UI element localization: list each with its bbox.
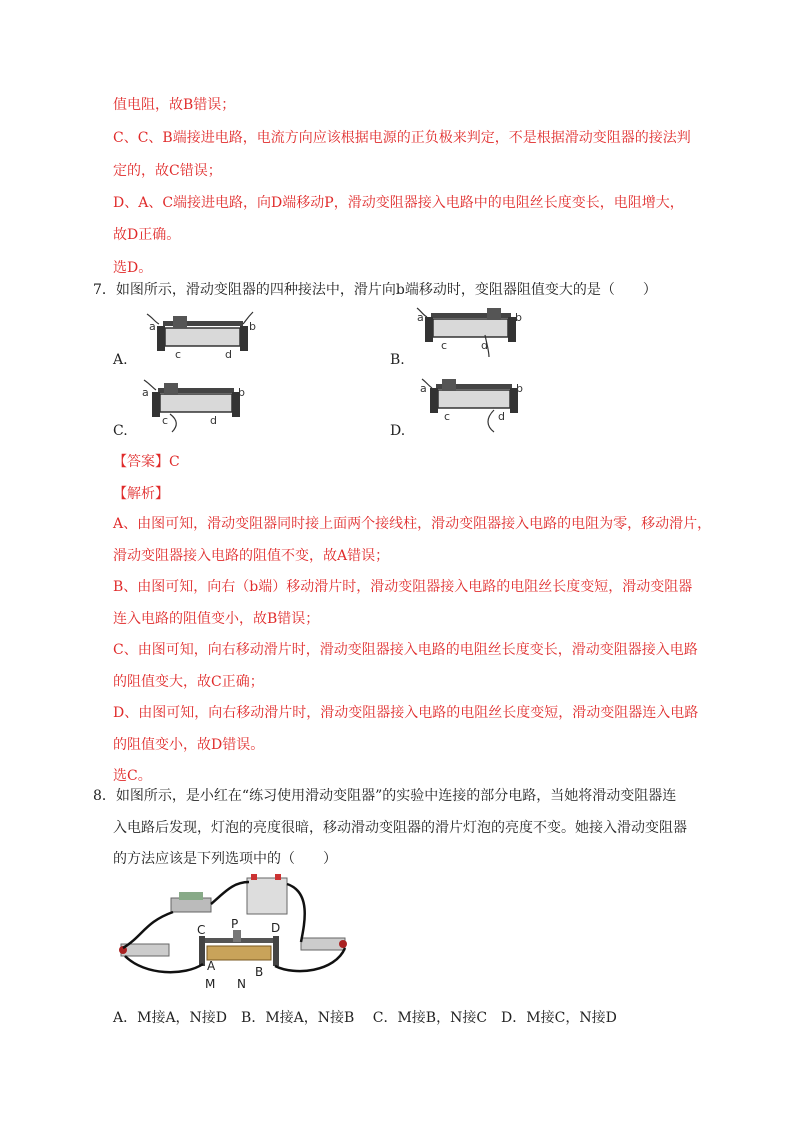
answer-line: 【答案】C [113, 454, 180, 470]
terminal-a: a [420, 382, 427, 395]
label-b: B [255, 965, 264, 979]
prev-analysis-line: 值电阻，故B错误； [113, 97, 236, 113]
prev-analysis-line: C、C、B端接进电路，电流方向应该根据电源的正负极来判定，不是根据滑动变阻器的接法判 [113, 130, 691, 146]
label-c: C [197, 923, 206, 937]
rheostat-figure-a [145, 308, 265, 363]
label-d: D [271, 921, 281, 935]
analysis-line: A、由图可知，滑动变阻器同时接上面两个接线柱，滑动变阻器接入电路的电阻为零，移动滑片， [113, 516, 712, 532]
analysis-line: 选C。 [113, 768, 152, 784]
label-p: P [231, 917, 239, 931]
rheostat-figure-c [140, 378, 250, 433]
prev-analysis-line: 定的，故C错误； [113, 163, 222, 179]
terminal-d: d [225, 348, 232, 361]
question-8-choices: A．M接A，N接D B．M接A，N接B C．M接B，N接C D．M接C，N接D [113, 1010, 617, 1026]
rheostat-figure-b [415, 305, 525, 360]
rheostat-figure-d [420, 376, 530, 434]
prev-analysis-line: 故D正确。 [113, 227, 181, 243]
terminal-d: d [498, 410, 505, 423]
terminal-c: c [444, 410, 451, 423]
label-m: M [205, 977, 216, 991]
analysis-line: D、由图可知，向右移动滑片时，滑动变阻器接入电路的电阻丝长度变短，滑动变阻器连入电路 [113, 705, 699, 721]
analysis-line: 滑动变阻器接入电路的阻值不变，故A错误； [113, 548, 390, 564]
terminal-b: b [516, 382, 523, 395]
terminal-c: c [175, 348, 182, 361]
terminal-b: b [238, 386, 245, 399]
question-7-stem: 7．如图所示，滑动变阻器的四种接法中，滑片向b端移动时，变阻器阻值变大的是（ ） [93, 282, 657, 298]
option-a-label: A. [113, 352, 128, 368]
terminal-d: d [210, 414, 217, 427]
option-c-label: C. [113, 423, 128, 439]
option-b-label: B. [390, 352, 405, 368]
terminal-a: a [417, 311, 424, 324]
option-d-label: D. [390, 423, 406, 439]
prev-analysis-line: 选D。 [113, 260, 153, 276]
terminal-a: a [149, 320, 156, 333]
analysis-line: 的阻值变小，故D错误。 [113, 737, 265, 753]
terminal-b: b [515, 311, 522, 324]
circuit-figure [115, 872, 355, 992]
prev-analysis-line: D、A、C端接进电路，向D端移动P，滑动变阻器接入电路中的电阻丝长度变长，电阻增大， [113, 195, 684, 211]
terminal-b: b [249, 320, 256, 333]
question-8-stem-line: 的方法应该是下列选项中的（ ） [113, 851, 337, 867]
terminal-c: c [441, 339, 448, 352]
analysis-line: 连入电路的阻值变小，故B错误； [113, 611, 320, 627]
question-8-stem-line: 入电路后发现，灯泡的亮度很暗，移动滑动变阻器的滑片灯泡的亮度不变。她接入滑动变阻器 [113, 820, 687, 836]
terminal-d: d [481, 339, 488, 352]
analysis-line: C、由图可知，向右移动滑片时，滑动变阻器接入电路的电阻丝长度变长，滑动变阻器接入电路 [113, 642, 698, 658]
label-a: A [207, 959, 216, 973]
analysis-line: B、由图可知，向右（b端）移动滑片时，滑动变阻器接入电路的电阻丝长度变短，滑动变阻器 [113, 579, 693, 595]
analysis-line: 的阻值变大，故C正确； [113, 674, 264, 690]
label-n: N [237, 977, 246, 991]
terminal-c: c [162, 414, 169, 427]
analysis-title: 【解析】 [113, 486, 169, 502]
terminal-a: a [142, 386, 149, 399]
question-8-stem-line: 8．如图所示，是小红在“练习使用滑动变阻器”的实验中连接的部分电路，当她将滑动变阻器连 [93, 788, 677, 804]
